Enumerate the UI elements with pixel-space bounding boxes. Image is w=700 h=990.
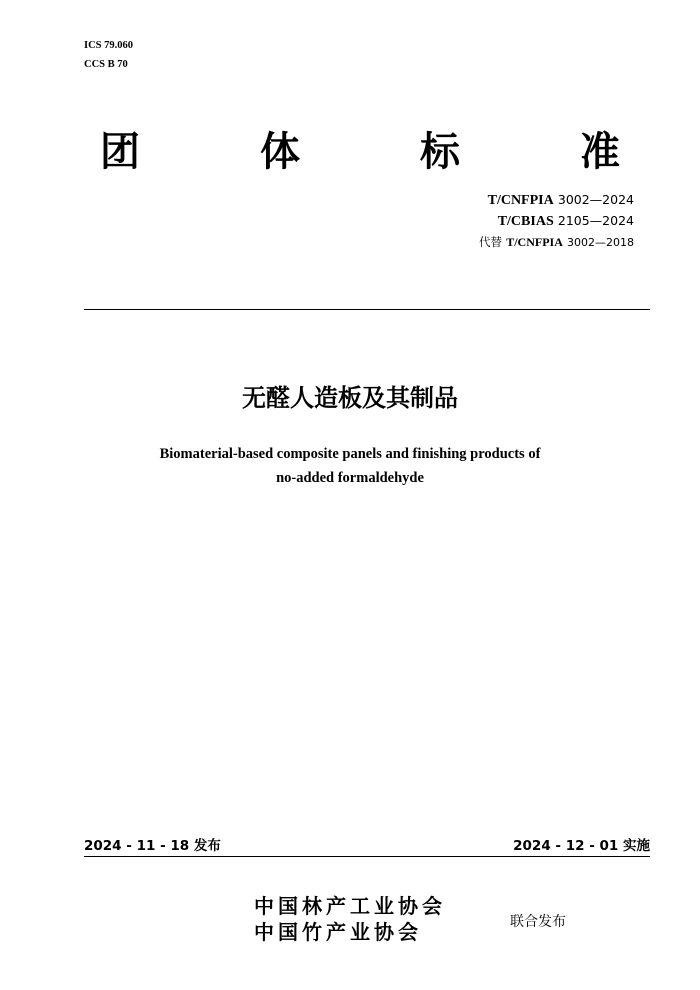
replaces-number: 3002—2018 [567, 236, 634, 249]
joint-issue-label: 联合发布 [510, 914, 566, 930]
title-en-line: no-added formaldehyde [276, 470, 424, 486]
date-row [84, 836, 650, 856]
standard-prefix: T/CNFPIA [487, 193, 554, 208]
ccs-code: CCS B 70 [84, 59, 128, 70]
standard-prefix: T/CBIAS [497, 214, 554, 229]
replaces-label: 代替 [479, 235, 503, 249]
title-en-line: Biomaterial-based composite panels and finishing products of [159, 446, 541, 462]
standard-type-char: 准 [580, 129, 620, 175]
standard-number: 2105—2024 [557, 213, 634, 228]
document-title-cn: 无醛人造板及其制品 [242, 384, 458, 412]
document-title-en [0, 442, 700, 490]
standard-type-char: 标 [420, 129, 460, 175]
replaces-prefix: T/CNFPIA [506, 235, 563, 249]
issuing-organizations [254, 893, 446, 945]
issuer-name: 中国竹产业协会 [254, 920, 422, 944]
standard-type-heading [100, 124, 620, 180]
publish-date: 2024 - 11 - 18 发布 [84, 838, 221, 854]
classification-codes [84, 36, 133, 74]
standard-type-char: 体 [260, 129, 300, 175]
ics-code: ICS 79.060 [84, 40, 134, 51]
standard-number-line [479, 211, 634, 232]
standard-number: 3002—2024 [557, 192, 634, 207]
issuer-name: 中国林产工业协会 [254, 894, 446, 918]
implement-date: 2024 - 12 - 01 实施 [513, 838, 650, 854]
standard-numbers [479, 190, 634, 253]
standard-type-char: 团 [100, 129, 140, 175]
footer-divider [84, 856, 650, 857]
header-divider [84, 309, 650, 310]
standard-number-line [479, 190, 634, 211]
replaces-line [479, 232, 634, 253]
